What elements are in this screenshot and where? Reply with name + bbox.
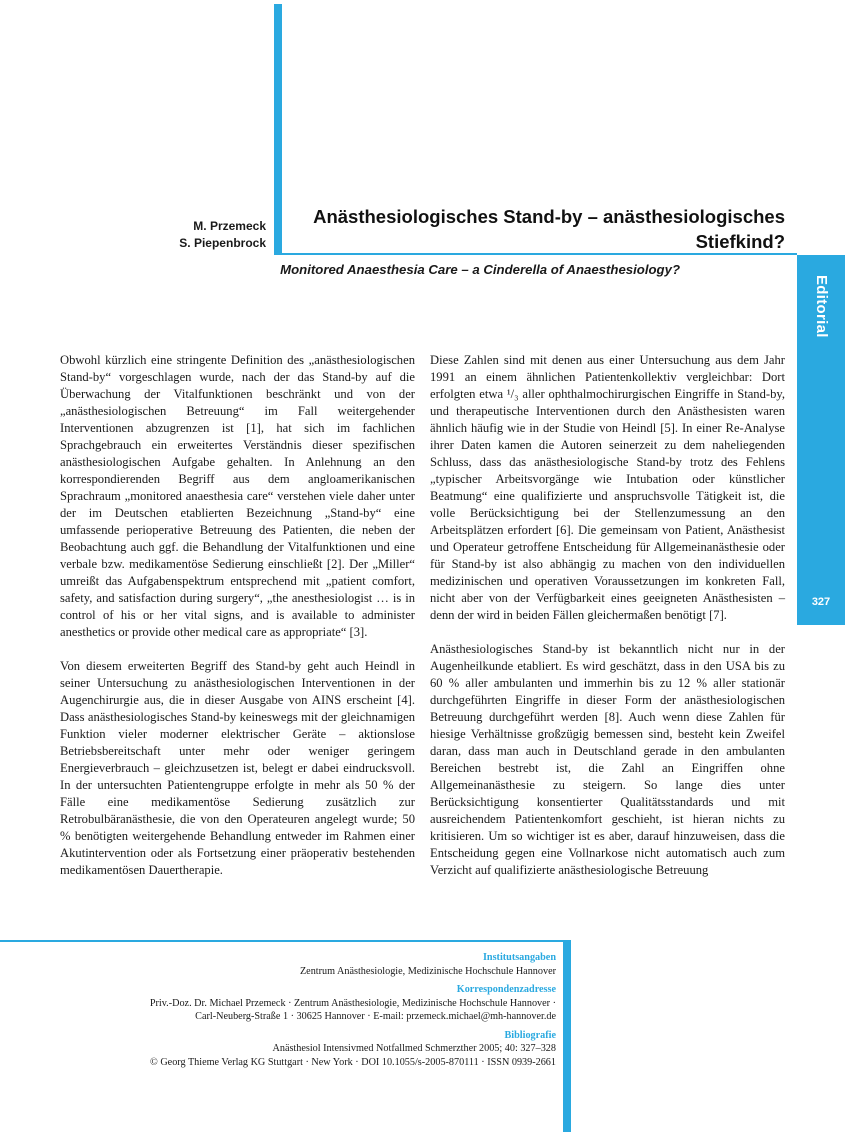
body-column-right [430,352,785,896]
body-paragraph: Diese Zahlen sind mit denen aus einer Untersuchung aus dem Jahr 1991 an einem ähnlichen Patientenkollektiv vergleichbar: Dort erfolgten etwa ¹/₃ aller ophthalmochirurgischen Eingriffe in Stand-by, und therapeutische Interventionen durch den Anästhesisten waren ähnlich häufig wie in der Studie von Heindl [5]. In einer Re-Analyse ihrer Daten kamen die Autoren seinerzeit zu dem naheliegenden Schluss, dass das anästhesiologische Stand-by trotz des Fehlens „typischer Arbeitsvorgänge wie Intubation oder künstlicher Beatmung“ eine qualifizierte und anspruchsvolle Tätigkeit ist, die volle Berücksichtigung bei der Stellenzumessung an den Arbeitsplätzen erfordert [6]. Die gemeinsam von Patient, Anästhesist und Operateur getroffene Entscheidung für Allgemeinanästhesie oder für Stand-by ist also abhängig zu machen von den individuellen medizinischen und operativen Voraussetzungen im konkreten Fall, nicht aber von der Verfügbarkeit eines geeigneten Anästhesisten – denn der wird in beiden Fällen gleichermaßen benötigt [7]. [430,353,785,622]
article-footer [60,951,556,1069]
correspondence-text: Carl-Neuberg-Straße 1 · 30625 Hannover · E-mail: przemeck.michael@mh-hannover.de [195,1011,556,1022]
section-tab [797,255,845,625]
section-label: Editorial [813,275,830,338]
accent-rule-bottom [0,940,563,942]
correspondence-heading: Korrespondenzadresse [456,984,556,995]
article-title: Anästhesiologisches Stand-by – anästhesiologisches Stiefkind? [313,206,785,252]
article-subtitle: Monitored Anaesthesia Care – a Cinderella of Anaesthesiology? [280,262,680,277]
bibliography-text: © Georg Thieme Verlag KG Stuttgart · New York · DOI 10.1055/s-2005-870111 · ISSN 0939-2661 [150,1056,556,1068]
author-name: S. Piepenbrock [179,236,266,250]
body-paragraph: Anästhesiologisches Stand-by ist bekanntlich nicht nur in der Augenheilkunde etabliert. Es wird geschätzt, dass in den USA bis zu 60 % aller ambulanten und immerhin bis zu 12 % aller stationär durchgeführten Eingriffe in dieser Form der anästhesiologischen Betreuung durchgeführt werden [8]. Auch wenn diese Zahlen für hiesige Verhältnisse großzügig bemessen sind, besteht kein Zweifel daran, dass man auch in Deutschland gerade in den ambulanten Bereichen bestrebt ist, die Zahl an Eingriffen ohne Allgemeinanästhesie zu steigern. So lange dies unter Berücksichtigung konsentierter Qualitätsstandards und mit ausreichendem Patientenkomfort geschieht, ist hieran nichts zu kritisieren. Um so wichtiger ist es aber, darauf hinzuweisen, dass die Entscheidung gegen eine Vollnarkose nicht automatisch auch zum Verzicht auf qualifizierte anästhesiologische Betreuung [430,642,785,877]
institution-text: Zentrum Anästhesiologie, Medizinische Hochschule Hannover [299,965,556,977]
bibliography-heading: Bibliografie [504,1029,556,1041]
correspondence-text: Priv.-Doz. Dr. Michael Przemeck · Zentrum Anästhesiologie, Medizinische Hochschule Hannover · [149,997,556,1009]
body-paragraph: Von diesem erweiterten Begriff des Stand-by geht auch Heindl in seiner Untersuchung zu anästhesiologischen Interventionen in der Augenchirurgie aus, die in dieser Ausgabe von AINS erscheint [4]. Dass anästhesiologisches Stand-by keineswegs mit der gleichnamigen Funktion vieler moderner elektrischer Geräte – aktionslose Betriebsbereitschaft unter mehr oder weniger geringem Energieverbrauch – gleichzusetzen ist, belegt er dabei eindrucksvoll. In der untersuchten Patientengruppe erfolgte in mehr als 50 % der Fälle eine medikamentöse Sedierung zusätzlich zur Retrobulbäranästhesie, die von den Operateuren angelegt wurde; 50 % benötigten weitergehende Behandlung entweder im Rahmen einer Akutintervention oder als Fortsetzung einer präoperativ bestehenden medikamentösen Dauertherapie. [60,659,415,877]
author-name: M. Przemeck [193,219,266,233]
page-number: 327 [811,596,831,608]
accent-bar-bottom [563,940,571,1132]
bibliography-text: Anästhesiol Intensivmed Notfallmed Schmerzther 2005; 40: 327–328 [272,1043,556,1054]
accent-bar-top [274,4,282,255]
author-list [140,218,266,252]
body-column-left [60,352,415,896]
body-paragraph: Obwohl kürzlich eine stringente Definition des „anästhesiologischen Stand-by“ vorgeschlagen wurde, nach der das Stand-by auf die Überwachung der Vitalfunktionen beschränkt und von der „anästhesiologischen Betreuung“ im Fall weitergehender Interventionen abzugrenzen ist [1], hat sich im fachlichen Sprachgebrauch ein erweitertes Verständnis dieser spezifischen anästhesiologischen Aufgabe gehalten. In Anlehnung an den korrespondierenden Begriff aus dem angloamerikanischen Sprachraum „monitored anaesthesia care“ verstehen viele daher unter der im Deutschen etablierten Bezeichnung „Stand-by“ eine umfassende perioperative Betreuung des Patienten, die neben der Beobachtung auch ggf. die Behandlung der Vitalfunktionen und eine verbale bzw. medikamentöse Sedierung einschließt [2]. Der „Miller“ umreißt das Aufgabenspektrum entsprechend mit „patient comfort, safety, and satisfaction during surgery“, „the anesthesiologist … is in control of his or her vital signs, and is available to administer anesthetics or provide other medical care as appropriate“ [3]. [60,353,415,639]
institution-heading: Institutsangaben [482,952,556,963]
